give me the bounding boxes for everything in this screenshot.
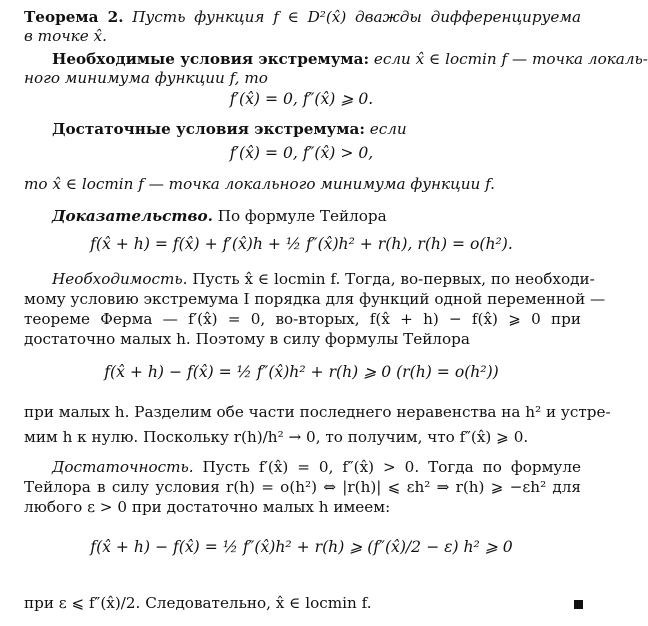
necessary-formula: f′(x̂) = 0, f″(x̂) ⩾ 0. <box>229 90 374 108</box>
necessity-text-4: достаточно малых h. Поэтому в силу формулы Тейлора <box>24 330 470 348</box>
necessity-formula: f(x̂ + h) − f(x̂) = ½ f″(x̂)h² + r(h) ⩾ 0 (r(h) = o(h²)) <box>104 363 499 381</box>
taylor-formula: f(x̂ + h) = f(x̂) + f′(x̂)h + ½ f″(x̂)h² + r(h), r(h) = o(h²). <box>90 235 513 253</box>
necessity-text-3: теореме Ферма — f′(x̂) = 0, во-вторых, f(x̂ + h) − f(x̂) ⩾ 0 при <box>24 310 581 328</box>
final-line: при ε ⩽ f″(x̂)/2. Следовательно, x̂ ∈ locmin f. <box>24 594 372 612</box>
theorem-statement-1: Пусть функция f ∈ D²(x̂) дважды дифференцируема <box>132 8 581 26</box>
necessity-line-1 <box>52 270 595 289</box>
sufficiency-label: Достаточность. <box>52 458 194 476</box>
sufficiency-line-1 <box>52 458 581 477</box>
sufficiency-text-1: Пусть f′(x̂) = 0, f″(x̂) > 0. Тогда по формуле <box>202 458 581 476</box>
necessity-text-1: Пусть x̂ ∈ locmin f. Тогда, во-первых, по необходи- <box>192 270 595 288</box>
necessity-text-2: мому условию экстремума I порядка для функций одной переменной — <box>24 290 606 308</box>
necessary-text-2: ного минимума функции f, то <box>24 69 268 87</box>
sufficiency-text-2: Тейлора в силу условия r(h) = o(h²) ⇔ |r(h)| ⩽ εh² ⇒ r(h) ⩾ −εh² для <box>24 478 581 496</box>
sufficient-heading: Достаточные условия экстремума: <box>52 120 365 138</box>
necessity-text-5: при малых h. Разделим обе части последнего неравенства на h² и устре- <box>24 403 611 421</box>
sufficiency-text-3: любого ε > 0 при достаточно малых h имеем: <box>24 498 391 516</box>
necessary-line-1 <box>52 50 648 69</box>
necessary-text-1: если x̂ ∈ locmin f — точка локаль- <box>373 50 648 68</box>
sufficient-formula: f′(x̂) = 0, f″(x̂) > 0, <box>229 144 374 162</box>
qed-square-icon <box>574 600 583 609</box>
sufficient-text: если <box>369 120 407 138</box>
sufficient-line <box>52 120 581 139</box>
necessity-label: Необходимость. <box>52 270 188 288</box>
sufficiency-formula: f(x̂ + h) − f(x̂) = ½ f″(x̂)h² + r(h) ⩾ (f″(x̂)/2 − ε) h² ⩾ 0 <box>90 538 513 556</box>
theorem-statement-2: в точке x̂. <box>24 27 107 45</box>
proof-heading: Доказательство. <box>52 207 213 225</box>
necessity-text-6: мим h к нулю. Поскольку r(h)/h² → 0, то получим, что f″(x̂) ⩾ 0. <box>24 428 529 446</box>
proof-text: По формуле Тейлора <box>217 207 387 225</box>
necessary-heading: Необходимые условия экстремума: <box>52 50 370 68</box>
theorem-heading: Теорема 2. <box>24 8 124 26</box>
theorem-line-1 <box>24 8 581 27</box>
sufficient-conclusion: то x̂ ∈ locmin f — точка локального минимума функции f. <box>24 175 495 193</box>
